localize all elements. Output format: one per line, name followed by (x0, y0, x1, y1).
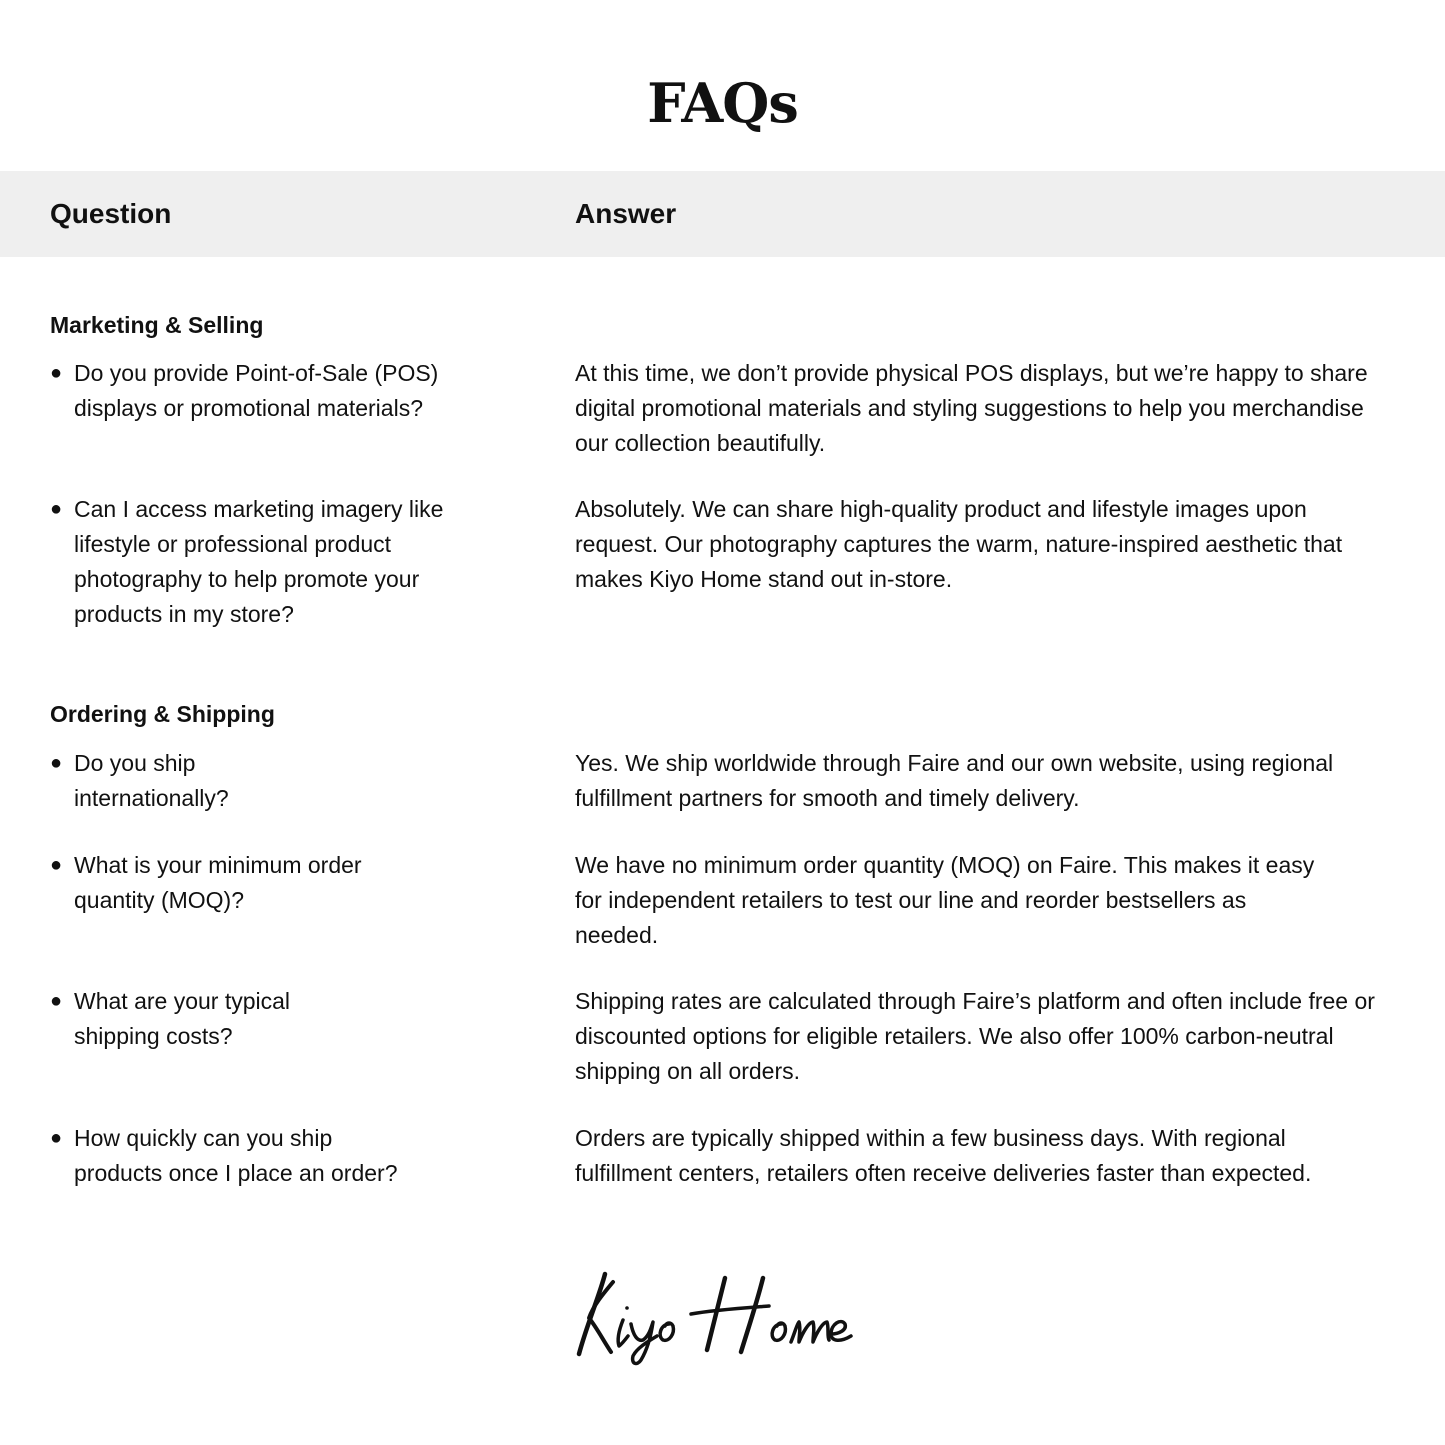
faq-question-text: Can I access marketing imagery like lifestyle or professional product photography to help promote your products in my store? (74, 496, 444, 627)
faq-question (50, 1121, 410, 1191)
question-column-header: Question (50, 198, 172, 229)
faq-question (50, 746, 250, 816)
faq-answer: Shipping rates are calculated through Faire’s platform and often include free or discounted options for eligible retailers. We also offer 100% carbon-neutral shipping on all orders. (575, 988, 1375, 1084)
bullet-icon: ● (50, 752, 63, 774)
answer-column-header: Answer (575, 198, 677, 229)
page-title: FAQs (647, 71, 798, 135)
faq-question (50, 848, 395, 918)
faq-question (50, 356, 445, 426)
faq-answer: We have no minimum order quantity (MOQ) on Faire. This makes it easy for independent retailers to test our line and reorder bestsellers as needed. (575, 852, 1315, 948)
section-title-ordering: Ordering & Shipping (50, 701, 275, 727)
bullet-icon: ● (50, 498, 63, 520)
faq-answer: Orders are typically shipped within a few business days. With regional fulfillment centers, retailers often receive deliveries faster than expected. (575, 1125, 1312, 1186)
bullet-icon: ● (50, 854, 63, 876)
bullet-icon: ● (50, 362, 63, 384)
faq-answer: Absolutely. We can share high-quality product and lifestyle images upon request. Our photography captures the warm, nature-inspired aesthetic that makes Kiyo Home stand out in-store. (575, 496, 1343, 592)
bullet-icon: ● (50, 1127, 63, 1149)
faq-question (50, 984, 310, 1054)
faq-answer: Yes. We ship worldwide through Faire and our own website, using regional fulfillment partners for smooth and timely delivery. (575, 750, 1334, 811)
faq-question-text: Do you ship internationally? (74, 750, 229, 811)
bullet-icon: ● (50, 990, 63, 1012)
faq-question-text: Do you provide Point-of-Sale (POS) displays or promotional materials? (74, 360, 439, 421)
faq-question-text: What is your minimum order quantity (MOQ)? (74, 852, 362, 913)
faq-question (50, 492, 450, 632)
section-title-marketing: Marketing & Selling (50, 312, 264, 338)
faq-question-text: How quickly can you ship products once I place an order? (74, 1125, 398, 1186)
brand-signature-logo (0, 1262, 1445, 1372)
faq-question-text: What are your typical shipping costs? (74, 988, 291, 1049)
faq-answer: At this time, we don’t provide physical POS displays, but we’re happy to share digital promotional materials and styling suggestions to help you merchandise our collection beautifully. (575, 360, 1368, 456)
table-header (0, 171, 1445, 257)
